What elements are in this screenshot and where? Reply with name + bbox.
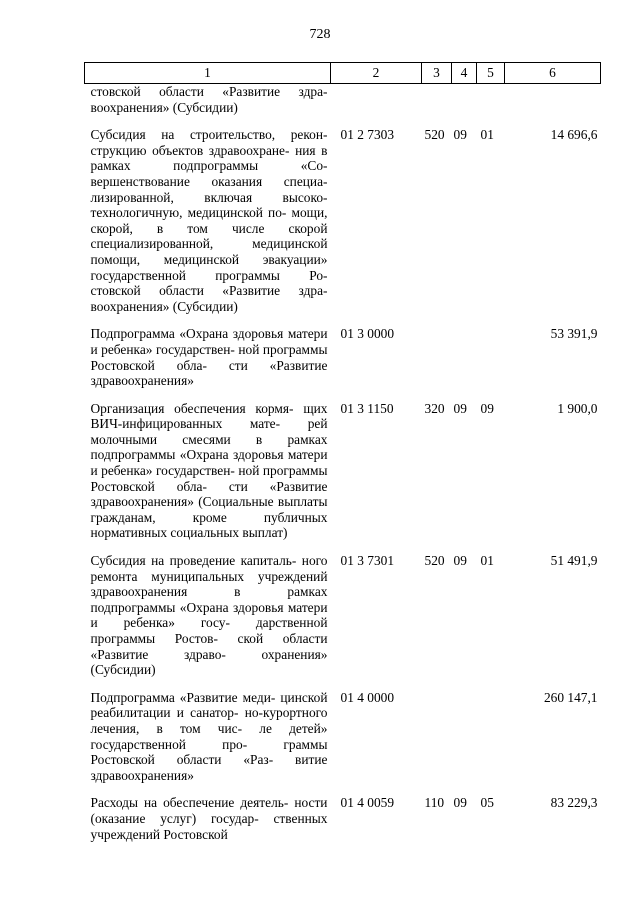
column-header-2: 2 xyxy=(331,63,422,84)
row-name-line: витие здравоохранения» xyxy=(90,752,328,783)
table-row xyxy=(85,389,601,541)
row-name-line: рамках подпрограммы «Охрана xyxy=(90,584,328,615)
row-column4-cell: 09 xyxy=(453,127,467,143)
table-row xyxy=(85,678,601,784)
row-name-line: технологичную, медицинской по- xyxy=(90,205,287,221)
table-row xyxy=(85,115,601,314)
row-name-line: струкцию объектов здравоохране- xyxy=(90,142,290,158)
row-name-line: стовской области «Развитие здра- xyxy=(90,283,328,299)
row-name-cell xyxy=(85,541,331,678)
row-name-line: рей молочными смесями в рамках xyxy=(90,416,328,447)
column-header-1: 1 xyxy=(85,63,331,84)
row-name-line: Субсидия на проведение капиталь- xyxy=(90,553,297,569)
page-number: 728 xyxy=(309,27,331,42)
row-name-line: дарственной программы Ростов- xyxy=(90,615,328,646)
row-column4-cell xyxy=(452,314,477,388)
row-code-cell: 01 4 0059 xyxy=(340,795,395,811)
column-header-3: 3 xyxy=(422,63,452,84)
row-column5-cell: 01 xyxy=(480,127,494,143)
row-column3-cell: 520 xyxy=(424,127,445,143)
row-column3-cell: 110 xyxy=(424,795,445,811)
row-code-cell: 01 3 1150 xyxy=(340,400,394,416)
row-name-line: Расходы на обеспечение деятель- xyxy=(90,795,289,811)
row-column5-cell xyxy=(477,84,505,116)
row-name-line: кроме публичных нормативных xyxy=(90,509,328,541)
row-name-line: щих ВИЧ-инфицированных мате- xyxy=(90,400,328,432)
row-name-line: Организация обеспечения кормя- xyxy=(90,400,294,416)
row-name-cell xyxy=(85,783,331,842)
row-amount-cell: 53 391,9 xyxy=(550,326,598,342)
table-row xyxy=(85,314,601,388)
row-column3-cell xyxy=(422,678,452,784)
row-name-line: специализированной, медицинской xyxy=(90,236,328,252)
table-row xyxy=(85,783,601,842)
row-name-line: цинской реабилитации и санатор- xyxy=(90,689,328,721)
row-column5-cell: 01 xyxy=(480,553,494,569)
table-row xyxy=(85,541,601,678)
row-code-cell: 01 2 7303 xyxy=(340,127,395,143)
budget-table-container xyxy=(84,62,600,842)
table-body xyxy=(85,84,601,843)
row-column5-cell: 05 xyxy=(480,795,494,811)
row-name-line: ности (оказание услуг) государ- xyxy=(90,795,328,826)
row-code-cell: 01 3 7301 xyxy=(340,553,395,569)
row-column4-cell: 09 xyxy=(453,795,467,811)
row-name-line: матери и ребенка» государствен- xyxy=(90,447,328,479)
row-name-line: вершенствование оказания специа- xyxy=(90,173,328,189)
column-header-5: 5 xyxy=(477,63,505,84)
row-name-line: охранения» (Субсидии) xyxy=(90,646,328,678)
table-row xyxy=(85,84,601,116)
row-name-line: ния в рамках подпрограммы «Со- xyxy=(90,142,328,174)
row-amount-cell: 14 696,6 xyxy=(550,127,598,143)
table-header-row xyxy=(85,63,601,84)
row-name-cell xyxy=(85,678,331,784)
row-column5-cell xyxy=(477,314,505,388)
row-name-line: воохранения» (Субсидии) xyxy=(90,99,238,115)
row-column4-cell: 09 xyxy=(453,400,467,416)
row-name-line: государственной программы Ро- xyxy=(90,267,328,283)
row-column5-cell: 09 xyxy=(480,400,494,416)
row-column4-cell xyxy=(452,84,477,116)
row-amount-cell xyxy=(505,84,601,116)
row-amount-cell: 83 229,3 xyxy=(550,795,598,811)
row-name-line: (Социальные выплаты гражданам, xyxy=(90,494,328,525)
row-name-line: стовской области «Развитие здра- xyxy=(90,84,328,99)
row-name-line: лизированной, включая высоко- xyxy=(90,189,328,205)
row-name-cell xyxy=(85,389,331,541)
row-name-line: сти «Развитие здравоохранения» xyxy=(90,357,328,389)
column-header-4: 4 xyxy=(452,63,477,84)
row-name-line: Подпрограмма «Развитие меди- xyxy=(90,689,276,705)
row-column5-cell xyxy=(477,678,505,784)
row-name-line: ской области «Развитие здраво- xyxy=(90,631,328,662)
row-amount-cell: 260 147,1 xyxy=(543,689,598,705)
budget-table xyxy=(84,62,601,842)
row-name-line: подпрограммы «Охрана здоровья xyxy=(90,447,284,463)
row-name-line: сти «Развитие здравоохранения» xyxy=(90,478,328,510)
row-name-line: но-курортного лечения, в том чис- xyxy=(90,705,328,736)
row-column3-cell xyxy=(422,84,452,116)
row-name-cell xyxy=(85,115,331,314)
row-name-line: ной программы Ростовской обла- xyxy=(90,341,328,373)
row-code-cell: 01 4 0000 xyxy=(340,689,395,705)
row-name-cell xyxy=(85,314,331,388)
row-name-line: матери и ребенка» государствен- xyxy=(90,326,328,357)
row-code-cell: 01 3 0000 xyxy=(340,326,395,342)
row-code-cell xyxy=(331,84,422,116)
row-name-line: ной программы Ростовской обла- xyxy=(90,463,328,494)
row-name-line: помощи, медицинской эвакуации» xyxy=(90,251,328,267)
row-name-line: ле детей» государственной про- xyxy=(90,720,328,752)
row-name-line: ного ремонта муниципальных xyxy=(90,553,328,584)
row-name-line: Подпрограмма «Охрана здоровья xyxy=(90,326,284,342)
row-column4-cell xyxy=(452,678,477,784)
row-column4-cell: 09 xyxy=(453,553,467,569)
row-amount-cell: 51 491,9 xyxy=(550,553,598,569)
row-name-line: мощи, скорой, в том числе скорой xyxy=(90,205,328,236)
row-name-line: Субсидия на строительство, рекон- xyxy=(90,127,328,143)
row-name-line: учреждений здравоохранения в xyxy=(90,568,328,600)
row-column3-cell: 320 xyxy=(424,400,445,416)
row-column3-cell xyxy=(422,314,452,388)
row-name-cell xyxy=(85,84,331,116)
row-name-line: граммы Ростовской области «Раз- xyxy=(90,736,328,768)
row-column3-cell: 520 xyxy=(424,553,445,569)
row-name-line: ственных учреждений Ростовской xyxy=(90,810,328,842)
row-name-line: социальных выплат) xyxy=(170,525,288,541)
row-name-line: здоровья матери и ребенка» госу- xyxy=(90,599,328,631)
row-name-line: воохранения» (Субсидии) xyxy=(90,298,238,314)
row-amount-cell: 1 900,0 xyxy=(557,400,598,416)
column-header-6: 6 xyxy=(505,63,601,84)
